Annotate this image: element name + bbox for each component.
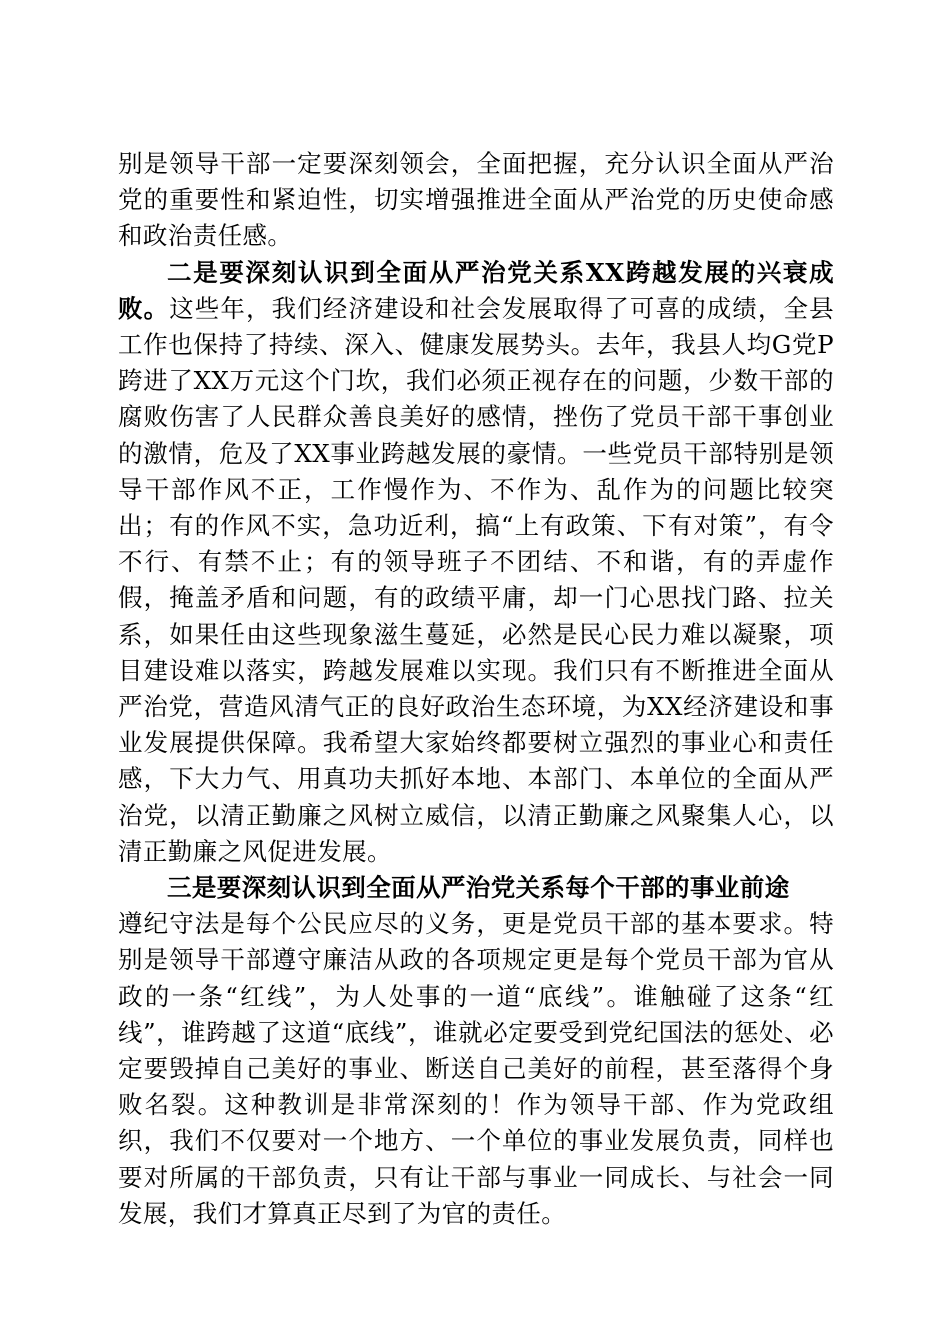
paragraph-3-heading: 三是要深刻认识到全面从严治党关系每个干部的事业前途 — [167, 873, 790, 903]
paragraph-1-text: 别是领导干部一定要深刻领会，全面把握，充分认识全面从严治党的重要性和紧迫性，切实增强推进全面从严治党的历史使命感和政治责任感。 — [118, 149, 834, 251]
paragraph-2-text: 这些年，我们经济建设和社会发展取得了可喜的成绩，全县工作也保持了持续、深入、健康发展势头。去年，我县人均G党P跨进了XX万元这个门坎，我们必须正视存在的问题，少数干部的腐败伤害了人民群众善良美好的感情，挫伤了党员干部干事创业的激情，危及了XX事业跨越发展的豪情。一些党员干部特别是领导干部作风不正，工作慢作为、不作为、乱作为的问题比较突出；有的作风不实，急功近利，搞“上有政策、下有对策”，有令不行、有禁不止；有的领导班子不团结、不和谐，有的弄虚作假，掩盖矛盾和问题，有的政绩平庸，却一门心思找门路、拉关系，如果任由这些现象滋生蔓延，必然是民心民力难以凝聚，项目建设难以落实，跨越发展难以实现。我们只有不断推进全面从严治党，营造风清气正的良好政治生态环境，为XX经济建设和事业发展提供保障。我希望大家始终都要树立强烈的事业心和责任感，下大力气、用真功夫抓好本地、本部门、本单位的全面从严治党，以清正勤廉之风树立威信，以清正勤廉之风聚集人心，以清正勤廉之风促进发展。 — [118, 293, 834, 866]
paragraph-2-heading: 二是要深刻认识到全面从严治党关系XX跨越发展的兴衰成败。 — [118, 257, 834, 323]
paragraph-1 — [118, 146, 834, 255]
document-body — [118, 146, 834, 1232]
paragraph-2 — [118, 255, 834, 870]
paragraph-3-text: 遵纪守法是每个公民应尽的义务，更是党员干部的基本要求。特别是领导干部遵守廉洁从政的各项规定更是每个党员干部为官从政的一条“红线”，为人处事的一道“底线”。谁触碰了这条“红线”，谁跨越了这道“底线”，谁就必定要受到党纪国法的惩处、必定要毁掉自己美好的事业、断送自己美好的前程，甚至落得个身败名裂。这种教训是非常深刻的！作为领导干部、作为党政组织，我们不仅要对一个地方、一个单位的事业发展负责，同样也要对所属的干部负责，只有让干部与事业一同成长、与社会一同发展，我们才算真正尽到了为官的责任。 — [118, 909, 834, 1228]
paragraph-3 — [118, 870, 834, 1232]
